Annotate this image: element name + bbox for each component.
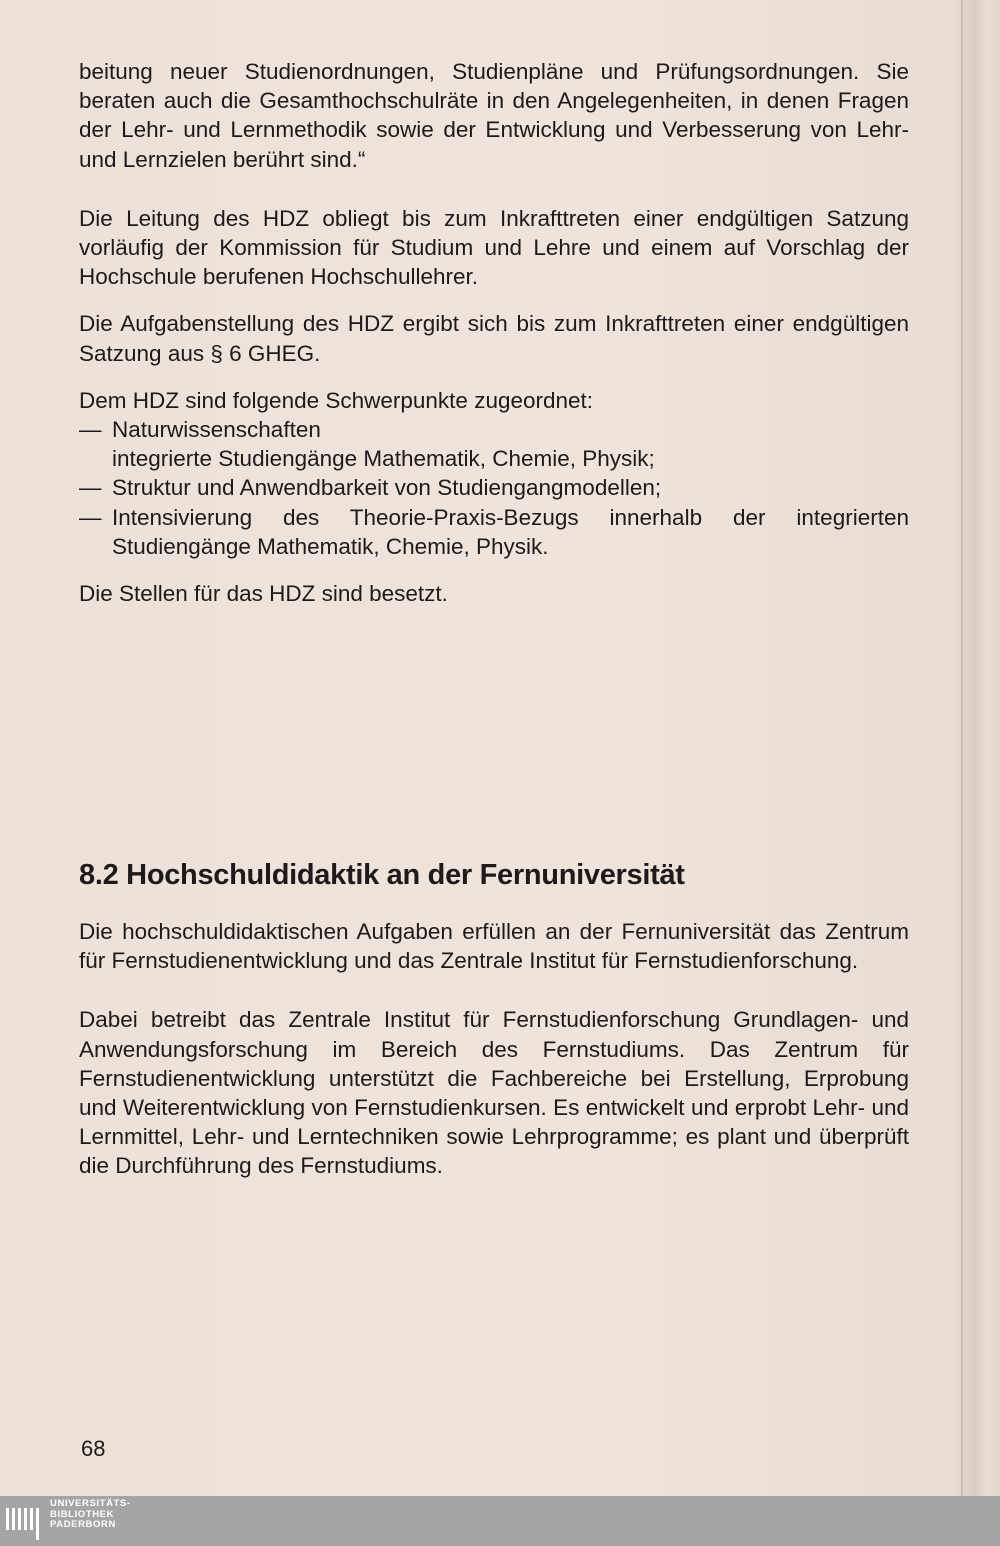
library-logo-icon <box>6 1502 42 1540</box>
list-item-naturwissenschaften <box>79 415 909 473</box>
paragraph-leitung: Die Leitung des HDZ obliegt bis zum Inkrafttreten einer endgültigen Satzung vorläufig der Kommission für Studium und Lehre und einem auf Vorschlag der Hochschule berufenen Hochschullehrer. <box>79 205 909 290</box>
paragraph-schwerpunkte: Dem HDZ sind folgende Schwerpunkte zugeordnet: <box>79 387 594 413</box>
dash-marker: — <box>79 475 102 501</box>
dash-marker: — <box>79 504 102 530</box>
list-item-struktur <box>79 473 909 502</box>
library-footer-bar <box>0 1496 1000 1546</box>
list-item-line: integrierte Studiengänge Mathematik, Chemie, Physik; <box>112 446 655 472</box>
page-number: 68 <box>81 1436 106 1461</box>
section-body <box>79 917 909 1181</box>
paragraph-stellen: Die Stellen für das HDZ sind besetzt. <box>79 581 448 607</box>
list-item-intensivierung <box>79 503 909 561</box>
library-name-line: PADERBORN <box>50 1519 116 1530</box>
paragraph-aufgaben: Die hochschuldidaktischen Aufgaben erfüllen an der Fernuniversität das Zentrum für Fernstudienentwicklung und das Zentrale Institut für Fernstudienforschung. <box>79 919 909 974</box>
section-heading: 8.2 Hochschuldidaktik an der Fernuniversität <box>79 859 685 891</box>
library-name <box>50 1499 131 1531</box>
dash-marker: — <box>79 417 102 443</box>
page-gutter <box>958 0 1000 1496</box>
list-item-text: Intensivierung des Theorie-Praxis-Bezugs innerhalb der integrierten Studiengänge Mathematik, Chemie, Physik. <box>112 504 909 559</box>
paragraph-quote-end: beitung neuer Studienordnungen, Studienpläne und Prüfungsordnungen. Sie beraten auch die Gesamthochschulräte in den Angelegenheiten, in denen Fragen der Lehr- und Lernmethodik sowie der Entwicklung und Verbesserung von Lehr- und Lernzielen berührt sind.“ <box>79 59 909 172</box>
library-name-line: BIBLIOTHEK <box>50 1508 115 1520</box>
page-body <box>79 57 909 608</box>
list-item-text: Struktur und Anwendbarkeit von Studiengangmodellen; <box>112 475 662 501</box>
paragraph-aufgabenstellung: Die Aufgabenstellung des HDZ ergibt sich bis zum Inkrafttreten einer endgültigen Satzung aus § 6 GHEG. <box>79 311 909 366</box>
paragraph-institut: Dabei betreibt das Zentrale Institut für Fernstudienforschung Grundlagen- und Anwendungsforschung im Bereich des Fernstudiums. Das Zentrum für Fernstudienentwicklung unterstützt die Fachbereiche bei Erstellung, Erprobung und Weiterentwicklung von Fernstudienkursen. Es entwickelt und erprobt Lehr- und Lernmittel, Lehr- und Lerntechniken sowie Lehrprogramme; es plant und überprüft die Durchführung des Fernstudiums. <box>79 1007 909 1179</box>
list-item-line: Naturwissenschaften <box>112 417 321 443</box>
library-name-line: UNIVERSITÄTS- <box>50 1498 131 1509</box>
gutter-line <box>961 0 963 1496</box>
